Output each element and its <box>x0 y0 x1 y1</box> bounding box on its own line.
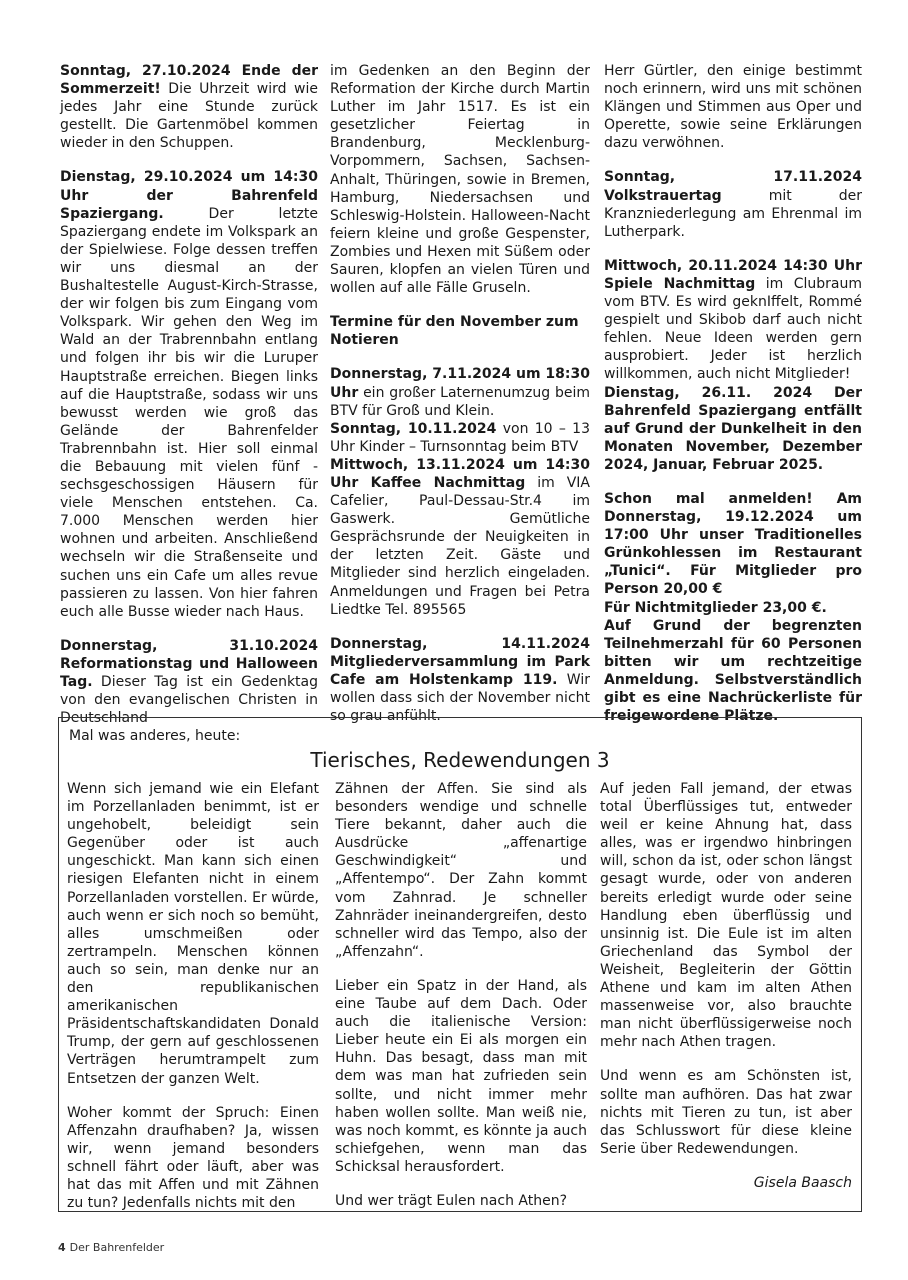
event-coffee-afternoon: Mittwoch, 13.11.2024 um 14:30 Uhr Kaffee Nachmittag im VIA Cafelier, Paul-Dessau-Str.4 im Gaswerk. Gemütliche Gesprächsrunde der Neuigkeiten in der letzten Zeit. Gäste und Mitglieder sind herzlich eingeladen. Anmeldungen und Fragen bei Petra Liedtke Tel. 895565 <box>330 456 590 618</box>
event-kids-gym-sunday: Sonntag, 10.11.2024 von 10 – 13 Uhr Kinder – Turnsonntag beim BTV <box>330 420 591 455</box>
event-walk-cancelled: Dienstag, 26.11. 2024 Der Bahrenfeld Spaziergang entfällt auf Grund der Dunkelheit in den Monaten November, Dezember 2024, Januar, Februar 2025. <box>604 384 862 473</box>
event-lantern-parade: Donnerstag, 7.11.2024 um 18:30 Uhr ein großer Laternenumzug beim BTV für Groß und Klein. <box>330 366 590 419</box>
event-kale-dinner: Schon mal anmelden! Am Donnerstag, 19.12.2024 um 17:00 Uhr unser Traditionelles Grünkohlessen im Restaurant „Tunici“. Für Mitglieder pro Person 20,00 € <box>604 490 862 598</box>
article-paragraph: Und wer trägt Eulen nach Athen? <box>335 1192 568 1209</box>
article-paragraph: Und wenn es am Schönsten ist, sollte man aufhören. Das hat zwar nichts mit Tieren zu tun, ist aber das Schlusswort für diese kleine Serie über Redewendungen. <box>600 1068 852 1157</box>
event-kale-dinner-note: Auf Grund der begrenzten Teilnehmerzahl für 60 Personen bitten wir um rechtzeitige Anmeldung. Selbstverständlich gibt es eine Nachrückerliste für freigewordene Plätze. <box>604 617 862 725</box>
column-left <box>60 62 318 727</box>
article-paragraph: Wenn sich jemand wie ein Elefant im Porzellanladen benimmt, ist er ungehobelt, beleidigt sein Gegenüber oder ist auch ungeschickt. Man kann sich einen riesigen Elefanten nicht in einem Porzellanladen vorstellen. Er würde, auch wenn er sich noch so bemüht, alles umschmeißen oder zertrampeln. Menschen können auch so sein, man denke nur an den republikanischen amerikanischen Präsidentschaftskandidaten Donald Trump, der gern auf geschlossenen Verträgen herumtrampelt zum Entsetzen der ganzen Welt. <box>67 781 319 1087</box>
event-games-afternoon: Mittwoch, 20.11.2024 14:30 Uhr Spiele Nachmittag im Clubraum vom BTV. Es wird geknIffelt, Rommé gespielt und Skibob darf auch nicht fehlen. Neue Ideen werden gern ausprobiert. Jeder ist herzlich willkommen, auch nicht Mitglieder! <box>604 257 862 383</box>
article-intro: Mal was anderes, heute: <box>69 728 241 744</box>
event-remembrance-day: Sonntag, 17.11.2024 Volkstrauertag mit der Kranzniederlegung am Ehrenmal im Lutherpark. <box>604 169 862 240</box>
article-column-3 <box>600 780 852 1192</box>
page-number: 4 <box>58 1241 66 1254</box>
reformation-continued: im Gedenken an den Beginn der Reformation der Kirche durch Martin Luther im Jahr 1517. Es ist ein gesetzlicher Feiertag in Brandenburg, Mecklenburg-Vorpommern, Sachsen, Sachsen-Anhalt, Thüringen, sowie in Bremen, Hamburg, Niedersachsen und Schleswig-Holstein. Halloween-Nacht feiern kleine und große Gespenster, Zombies und Hexen mit Süßem oder Sauren, klopfen an vielen Türen und wollen auf alle Fälle Gruseln. <box>330 63 590 297</box>
article-column-2 <box>335 780 587 1210</box>
author-signature: Gisela Baasch <box>753 1174 852 1191</box>
page-footer <box>58 1241 164 1254</box>
members-meeting-continued: Herr Gürtler, den einige bestimmt noch erinnern, wird uns mit schönen Klängen und Stimmen aus Oper und Operette, sowie seine Erklärungen dazu verwöhnen. <box>604 63 862 152</box>
article-column-1 <box>67 780 319 1212</box>
article-paragraph: Woher kommt der Spruch: Einen Affenzahn draufhaben? Ja, wissen wir, wenn jemand besonders schnell fährt oder läuft, aber was hat das mit Affen und mit Zähnen zu tun? Jedenfalls nichts mit den <box>67 1104 319 1212</box>
announcement-reformation-day: Donnerstag, 31.10.2024 Reformationstag und Halloween Tag. Dieser Tag ist ein Gedenktag von den evangelischen Christen in Deutschland <box>60 637 318 727</box>
article-paragraph: Zähnen der Affen. Sie sind als besonders wendige und schnelle Tiere bekannt, daher auch die Ausdrücke „affenartige Geschwindigkeit“ und „Affentempo“. Der Zahn kommt vom Zahnrad. Je schneller Zahnräder ineinandergreifen, desto schneller wird das Tempo, also der „Affenzahn“. <box>335 781 587 960</box>
article-paragraph: Lieber ein Spatz in der Hand, als eine Taube auf dem Dach. Oder auch die italienische Version: Lieber heute ein Ei als morgen ein Huhn. Das besagt, dass man mit dem was man hat zufrieden sein sollte, und nicht immer mehr haben wollen sollte. Man weiß nie, was noch kommt, es könnte ja auch schiefgehen, wenn man das Schicksal herausfordert. <box>335 977 587 1175</box>
announcement-summertime: Sonntag, 27.10.2024 Ende der Sommerzeit! Die Uhrzeit wird wie jedes Jahr eine Stunde zurück gestellt. Die Gartenmöbel kommen wieder in den Schuppen. <box>60 63 318 152</box>
article-title: Tierisches, Redewendungen 3 <box>310 748 610 772</box>
november-dates-heading: Termine für den November zum Notieren <box>330 314 579 349</box>
column-middle <box>330 62 590 725</box>
column-right <box>604 62 862 725</box>
announcement-walk-29-10: Dienstag, 29.10.2024 um 14:30 Uhr der Bahrenfeld Spaziergang. Der letzte Spaziergang endete im Volkspark an der Spielwiese. Folge dessen treffen wir uns diesmal an der Bushaltestelle August-Kirch-Strasse, der wir folgen bis zum Eingang vom Volkspark. Wir gehen den Weg im Wald an der Trabrennbahn entlang und folgen ihr bis wir die Luruper Hauptstraße erreichen. Biegen links auf die Hauptstraße, sodass wir uns bewusst werden wie groß das Gelände der Bahrenfelder Trabrennbahn ist. Hier soll einmal die Bebauung mit vielen fünf - sechsgeschossigen Häusern für viele Menschen entstehen. Ca. 7.000 Menschen werden hier wohnen und arbeiten. Anschließend wechseln wir die Straßenseite und suchen uns ein Cafe um alles revue passieren zu lassen. Von hier fahren euch alle Busse wieder nach Haus. <box>60 169 318 620</box>
event-members-meeting: Donnerstag, 14.11.2024 Mitgliederversammlung im Park Cafe am Holstenkamp 119. Wir wollen dass sich der November nicht so grau anfühlt. <box>330 635 590 725</box>
article-paragraph: Auf jeden Fall jemand, der etwas total Überflüssiges tut, entweder weil er keine Ahnung hat, dass alles, was er irgendwo hinbringen will, schon da ist, oder schon längst gesagt wurde, oder von anderen bereits erledigt wurde oder seine Handlung eben überflüssig und unsinnig ist. Die Eule ist im alten Griechenland das Symbol der Weisheit, Begleiterin der Göttin Athene und kam im alten Athen massenweise vor, also brauchte man nicht überflüssigerweise noch mehr nach Athen tragen. <box>600 781 852 1051</box>
event-kale-dinner-price: Für Nichtmitglieder 23,00 €. <box>604 599 827 616</box>
idioms-article-box <box>58 717 862 1212</box>
publication-name: Der Bahrenfelder <box>69 1241 165 1254</box>
